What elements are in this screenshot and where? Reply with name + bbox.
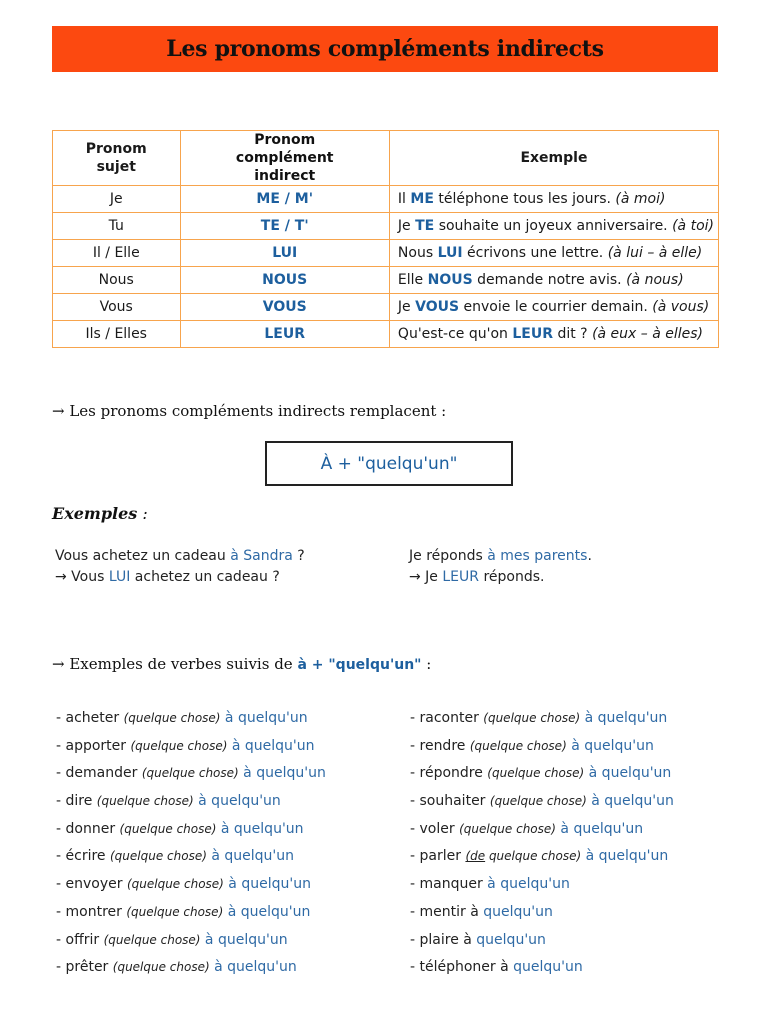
formula-box bbox=[265, 441, 513, 486]
verbs-list-right bbox=[410, 710, 674, 987]
list-item: - mentir à quelqu'un bbox=[410, 903, 553, 920]
cell-pronom: LUI bbox=[180, 240, 389, 267]
cell-sujet: Ils / Elles bbox=[53, 321, 181, 348]
list-item: - téléphoner à quelqu'un bbox=[410, 959, 583, 976]
verbs-list-left bbox=[56, 710, 326, 987]
list-item: - raconter (quelque chose) à quelqu'un bbox=[410, 710, 668, 726]
cell-exemple: Il ME téléphone tous les jours. (à moi) bbox=[389, 186, 718, 213]
example-left-2: → Vous LUI achetez un cadeau ? bbox=[55, 569, 280, 585]
list-item: - répondre (quelque chose) à quelqu'un bbox=[410, 765, 672, 782]
list-item: - montrer (quelque chose) à quelqu'un bbox=[56, 903, 311, 920]
list-item: - acheter (quelque chose) à quelqu'un bbox=[56, 710, 308, 726]
list-item: - apporter (quelque chose) à quelqu'un bbox=[56, 737, 315, 754]
table-row bbox=[53, 240, 719, 267]
formula-text: À + "quelqu'un" bbox=[320, 453, 458, 474]
example-left-1: Vous achetez un cadeau à Sandra ? bbox=[55, 548, 305, 564]
list-item: - demander (quelque chose) à quelqu'un bbox=[56, 765, 326, 782]
list-item: - prêter (quelque chose) à quelqu'un bbox=[56, 959, 297, 976]
header-complement: Pronom complément indirect bbox=[180, 131, 389, 186]
list-item: - dire (quelque chose) à quelqu'un bbox=[56, 793, 281, 810]
verbs-statement: → Exemples de verbes suivis de à + "quelqu'un" : bbox=[52, 655, 432, 673]
cell-pronom: NOUS bbox=[180, 267, 389, 294]
table-row bbox=[53, 321, 719, 348]
list-item: - manquer à quelqu'un bbox=[410, 876, 570, 893]
header-sujet: Pronom sujet bbox=[53, 131, 181, 186]
list-item: - écrire (quelque chose) à quelqu'un bbox=[56, 848, 294, 865]
table-header-row bbox=[53, 131, 719, 186]
example-right-1: Je réponds à mes parents. bbox=[409, 548, 592, 564]
cell-sujet: Nous bbox=[53, 267, 181, 294]
list-item: - envoyer (quelque chose) à quelqu'un bbox=[56, 876, 311, 893]
list-item: - offrir (quelque chose) à quelqu'un bbox=[56, 931, 288, 948]
cell-sujet: Je bbox=[53, 186, 181, 213]
title-banner bbox=[52, 26, 718, 72]
cell-sujet: Vous bbox=[53, 294, 181, 321]
cell-exemple: Elle NOUS demande notre avis. (à nous) bbox=[389, 267, 718, 294]
list-item: - voler (quelque chose) à quelqu'un bbox=[410, 820, 644, 837]
list-item: - donner (quelque chose) à quelqu'un bbox=[56, 820, 304, 837]
list-item: - parler (de quelque chose) à quelqu'un bbox=[410, 848, 669, 865]
examples-heading: Exemples : bbox=[52, 504, 148, 523]
cell-pronom: LEUR bbox=[180, 321, 389, 348]
header-exemple: Exemple bbox=[389, 131, 718, 186]
cell-exemple: Nous LUI écrivons une lettre. (à lui – à elle) bbox=[389, 240, 718, 267]
replace-statement: → Les pronoms compléments indirects remplacent : bbox=[52, 402, 447, 420]
list-item: - rendre (quelque chose) à quelqu'un bbox=[410, 737, 654, 754]
cell-pronom: VOUS bbox=[180, 294, 389, 321]
table-row bbox=[53, 294, 719, 321]
cell-exemple: Je TE souhaite un joyeux anniversaire. (à toi) bbox=[389, 213, 718, 240]
cell-sujet: Tu bbox=[53, 213, 181, 240]
cell-exemple: Je VOUS envoie le courrier demain. (à vous) bbox=[389, 294, 718, 321]
cell-sujet: Il / Elle bbox=[53, 240, 181, 267]
cell-pronom: TE / T' bbox=[180, 213, 389, 240]
table-row bbox=[53, 267, 719, 294]
pronoun-table bbox=[52, 130, 719, 348]
list-item: - souhaiter (quelque chose) à quelqu'un bbox=[410, 793, 674, 810]
cell-pronom: ME / M' bbox=[180, 186, 389, 213]
example-right-2: → Je LEUR réponds. bbox=[409, 569, 545, 585]
list-item: - plaire à quelqu'un bbox=[410, 931, 546, 948]
page-title: Les pronoms compléments indirects bbox=[166, 36, 604, 62]
table-row bbox=[53, 186, 719, 213]
cell-exemple: Qu'est-ce qu'on LEUR dit ? (à eux – à elles) bbox=[389, 321, 718, 348]
table-row bbox=[53, 213, 719, 240]
